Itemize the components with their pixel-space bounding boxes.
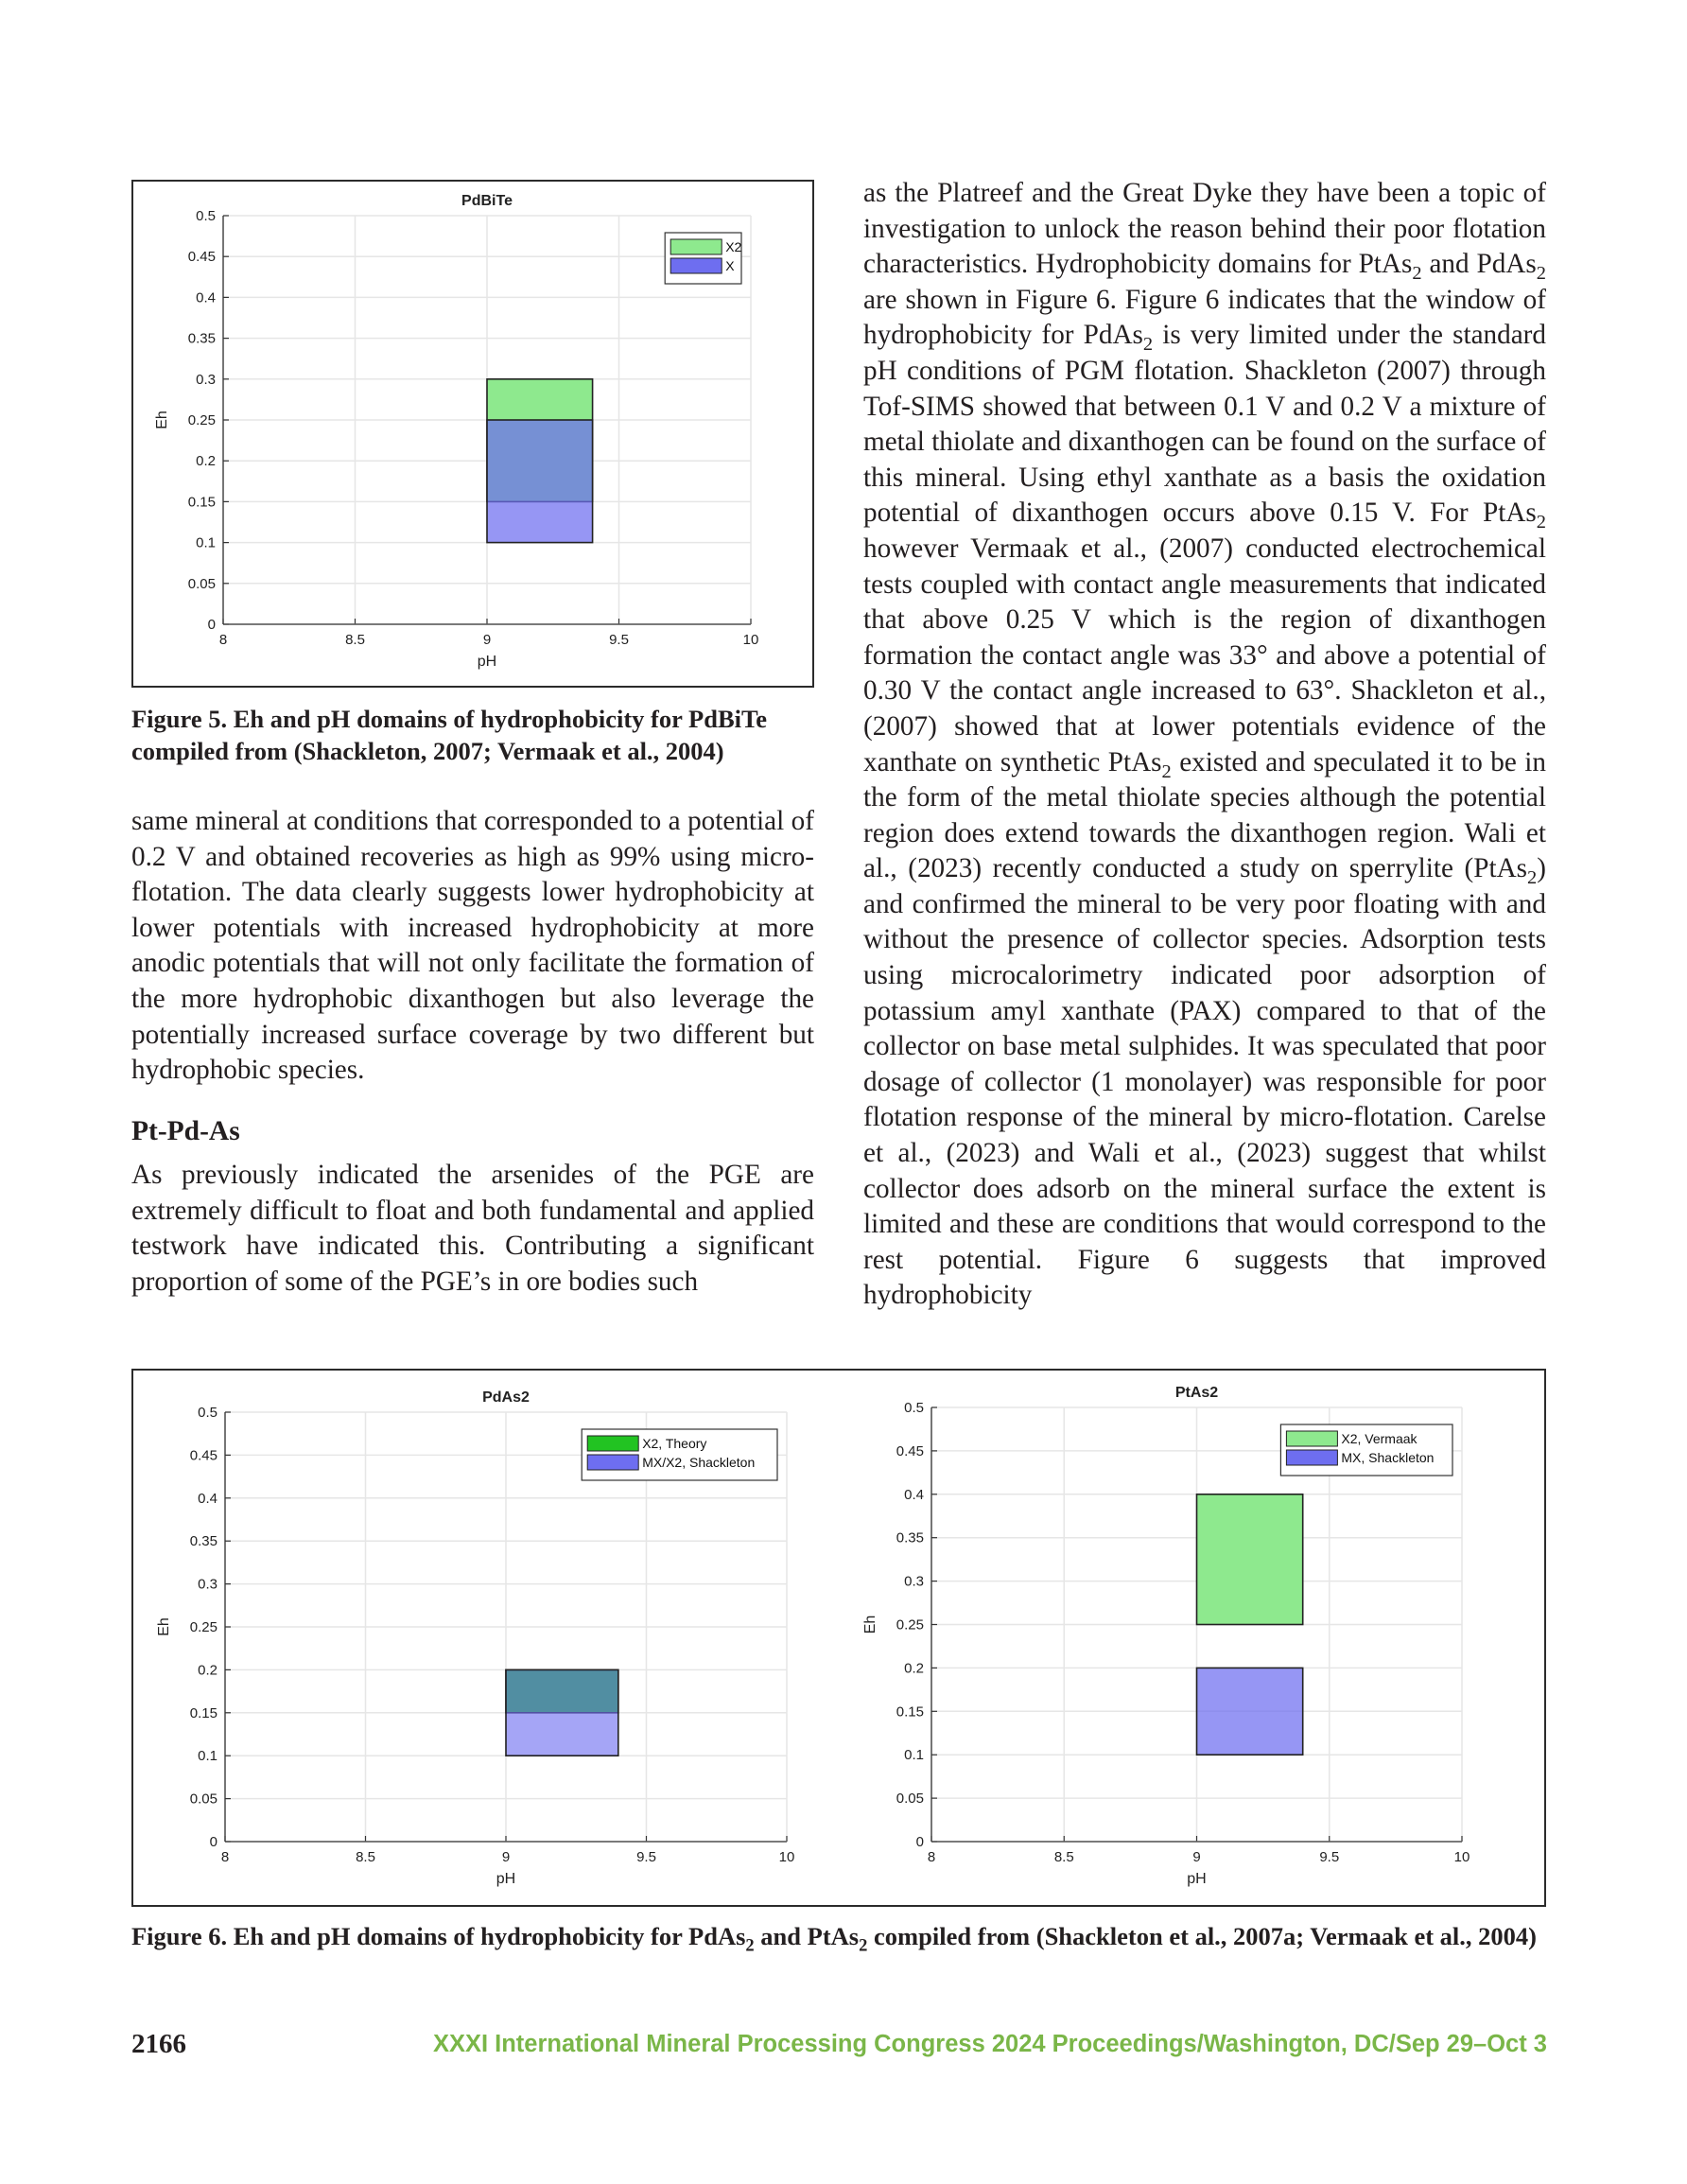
y-tick-label: 0 — [915, 1834, 924, 1850]
y-tick-label: 0.45 — [896, 1442, 924, 1459]
section-heading: Pt-Pd-As — [131, 1116, 240, 1146]
x-tick-label: 10 — [778, 1849, 795, 1865]
left-column — [131, 804, 814, 1089]
y-tick-label: 0.45 — [189, 1447, 217, 1464]
x-tick-label: 10 — [1453, 1849, 1470, 1865]
y-tick-label: 0.3 — [198, 1576, 217, 1593]
figure-6-caption: Figure 6. Eh and pH domains of hydrophobicity for PdAs$_2$ and PtAs$_2$ compiled from (Shackleton et al., 2007a; Vermaak et al., 2004) — [131, 1922, 1537, 1956]
y-tick-label: 0 — [207, 617, 216, 633]
y-tick-label: 0.15 — [189, 1704, 217, 1721]
conference-footer: XXXI International Mineral Processing Congress 2024 Proceedings/Washington, DC/Sep 29–Oct 3 — [432, 2031, 1547, 2057]
x-tick-label: 8.5 — [1053, 1849, 1074, 1865]
x-tick-label: 9.5 — [636, 1849, 656, 1865]
legend-swatch — [1286, 1431, 1337, 1446]
legend-swatch — [1286, 1450, 1337, 1465]
y-tick-label: 0.25 — [187, 412, 216, 428]
x-tick-label: 9.5 — [609, 632, 629, 648]
right-paragraph: as the Platreef and the Great Dyke they have been a topic of investigation to unlock the reason behind their poor flotation characteristics. Hydrophobicity domains for PtAs$_2$ and PdAs$_2$ are shown in Figure 6. Figure 6 indicates that the window of hydrophobicity for PdAs$_2$ is very limited under the standard pH conditions of PGM flotation. Shackleton (2007) through Tof-SIMS showed that between 0.1 V and 0.2 V a mixture of metal thiolate and dixanthogen can be found on the surface of this mineral. Using ethyl xanthate as a basis the oxidation potential of dixanthogen occurs above 0.15 V. For PtAs$_2$ however Vermaak et al., (2007) conducted electrochemical tests coupled with contact angle measurements that indicated that above 0.25 V which is the region of dixanthogen formation the contact angle was 33° and above a potential of 0.30 V the contact angle increased to 63°. Shackleton et al., (2007) showed that at lower potentials evidence of the xanthate on synthetic PtAs$_2$ existed and speculated it to be in the form of the metal thiolate species although the potential region does extend towards the dixanthogen region. Wali et al., (2023) recently conducted a study on sperrylite (PtAs$_2$) and confirmed the mineral to be very poor floating with and without the presence of collector species. Adsorption tests using microcalorimetry indicated poor adsorption of potassium amyl xanthate (PAX) compared to that of the collector on base metal sulphides. It was speculated that poor dosage of collector (1 monolayer) was responsible for poor flotation response of the mineral by micro-flotation. Carelse et al., (2023) and Wali et al., (2023) suggest that whilst collector does adsorb on the mineral surface the extent is limited and these are conditions that would correspond to the rest potential. Figure 6 suggests that improved hydrophobicity — [863, 178, 1546, 1311]
domain-box-2 — [506, 1669, 618, 1756]
chart-title: PtAs2 — [1174, 1385, 1219, 1401]
domain-box-2 — [1197, 1668, 1303, 1755]
left-column-2 — [131, 1158, 814, 1300]
legend-label: X2, Theory — [642, 1436, 707, 1451]
y-tick-label: 0.1 — [198, 1748, 217, 1765]
legend-label: X2, Vermaak — [1341, 1431, 1417, 1446]
x-tick-label: 8 — [220, 1849, 230, 1865]
x-axis-label: pH — [1187, 1871, 1207, 1887]
x-axis-label: pH — [477, 654, 497, 670]
y-tick-label: 0.3 — [196, 371, 216, 388]
y-tick-label: 0.3 — [904, 1573, 924, 1590]
y-tick-label: 0.05 — [189, 1791, 217, 1808]
y-tick-label: 0.4 — [196, 289, 216, 306]
y-tick-label: 0.2 — [198, 1662, 217, 1679]
y-tick-label: 0.25 — [896, 1616, 924, 1634]
x-tick-label: 8.5 — [345, 632, 365, 648]
y-tick-label: 0.45 — [187, 249, 216, 266]
figure-5-caption: Figure 5. Eh and pH domains of hydrophobicity for PdBiTe compiled from (Shackleton, 2007; Vermaak et al., 2004) — [131, 705, 767, 765]
x-tick-label: 9.5 — [1319, 1849, 1340, 1865]
domain-box-1 — [1197, 1494, 1303, 1625]
y-tick-label: 0.35 — [896, 1529, 924, 1546]
y-tick-label: 0.4 — [198, 1490, 217, 1507]
y-axis-label: Eh — [154, 411, 170, 429]
legend-label: X — [725, 258, 735, 273]
x-tick-label: 9 — [501, 1849, 511, 1865]
legend-label: MX/X2, Shackleton — [642, 1455, 756, 1470]
figure-5-frame — [131, 180, 814, 688]
chart-title: PdAs2 — [482, 1389, 530, 1406]
x-tick-label: 9 — [482, 632, 492, 648]
domain-box-2 — [487, 420, 593, 543]
x-tick-label: 10 — [742, 632, 759, 648]
y-tick-label: 0.15 — [187, 494, 216, 511]
x-tick-label: 8.5 — [356, 1849, 375, 1865]
y-tick-label: 0.4 — [904, 1486, 924, 1503]
y-tick-label: 0.35 — [187, 330, 216, 347]
y-tick-label: 0.25 — [189, 1619, 217, 1635]
left-paragraph-1: same mineral at conditions that corresponded to a potential of 0.2 V and obtained recoveries as high as 99% using micro-flotation. The data clearly suggests lower hydrophobicity at lower potentials with increased hydrophobicity at more anodic potentials that will not only facilitate the formation of the more hydrophobic dixanthogen but also leverage the potentially increased surface coverage by two different but hydrophobic species. — [131, 806, 814, 1086]
y-axis-label: Eh — [862, 1615, 878, 1634]
y-tick-label: 0.5 — [196, 208, 216, 224]
chart-pdas2 — [133, 1371, 852, 1904]
y-tick-label: 0.05 — [187, 575, 216, 592]
y-tick-label: 0.35 — [189, 1533, 217, 1550]
y-tick-label: 0 — [209, 1834, 217, 1850]
legend-label: MX, Shackleton — [1341, 1450, 1435, 1465]
left-paragraph-2: As previously indicated the arsenides of the PGE are extremely difficult to float and both fundamental and applied testwork have indicated this. Contributing a significant proportion of some of the PGE’s in ore bodies such — [131, 1160, 814, 1297]
y-tick-label: 0.15 — [896, 1704, 924, 1721]
legend-swatch — [670, 258, 722, 273]
y-tick-label: 0.1 — [904, 1747, 924, 1764]
y-axis-label: Eh — [156, 1617, 172, 1636]
figure-6-frame — [131, 1369, 1546, 1907]
legend-swatch — [587, 1436, 638, 1451]
legend-label: X2 — [725, 239, 742, 254]
y-tick-label: 0.05 — [896, 1791, 924, 1808]
legend-swatch — [670, 239, 722, 254]
y-tick-label: 0.2 — [904, 1660, 924, 1677]
right-column — [863, 176, 1546, 1314]
chart-ptas2 — [844, 1371, 1544, 1904]
chart-title: PdBiTe — [461, 193, 513, 209]
y-tick-label: 0.5 — [198, 1405, 217, 1421]
legend-swatch — [587, 1455, 638, 1470]
y-tick-label: 0.5 — [904, 1400, 924, 1416]
x-axis-label: pH — [496, 1871, 516, 1887]
x-tick-label: 8 — [218, 632, 228, 648]
y-tick-label: 0.2 — [196, 453, 216, 470]
x-tick-label: 9 — [1192, 1849, 1201, 1865]
chart-pdbite — [133, 182, 811, 685]
y-tick-label: 0.1 — [196, 534, 216, 551]
x-tick-label: 8 — [927, 1849, 936, 1865]
page-number: 2166 — [131, 2029, 186, 2059]
